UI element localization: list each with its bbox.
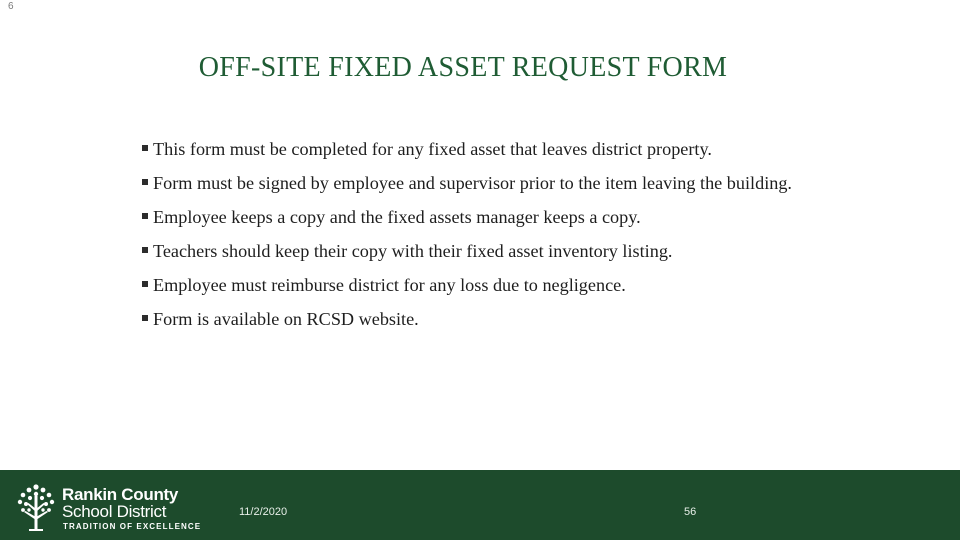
bullet-item: [142, 306, 810, 332]
bullet-text: This form must be completed for any fixed asset that leaves district property.: [153, 139, 712, 159]
bullet-marker-icon: [142, 247, 148, 253]
bullet-text: Teachers should keep their copy with their fixed asset inventory listing.: [153, 241, 673, 261]
bullet-text: Form is available on RCSD website.: [153, 309, 419, 329]
bullet-text: Employee must reimburse district for any loss due to negligence.: [153, 275, 626, 295]
logo-tagline: TRADITION OF EXCELLENCE: [63, 522, 202, 531]
logo-text-line1: Rankin County: [62, 485, 179, 504]
bullet-marker-icon: [142, 315, 148, 321]
footer-page-number: 56: [684, 506, 697, 518]
slide-title: OFF-SITE FIXED ASSET REQUEST FORM: [198, 52, 728, 83]
tree-logo-icon: [14, 482, 58, 532]
bullet-text: Form must be signed by employee and supervisor prior to the item leaving the building.: [153, 173, 792, 193]
bullet-item: [142, 272, 810, 298]
bullet-marker-icon: [142, 281, 148, 287]
bullet-item: [142, 238, 810, 264]
logo-text-line2: School District: [62, 502, 167, 521]
slide-number-corner: 6: [8, 1, 14, 12]
bullet-marker-icon: [142, 213, 148, 219]
footer-bar: [0, 470, 960, 540]
district-logo: [14, 482, 202, 532]
bullet-item: [142, 170, 810, 196]
bullet-marker-icon: [142, 179, 148, 185]
bullet-list: [142, 136, 810, 340]
bullet-marker-icon: [142, 145, 148, 151]
bullet-item: [142, 136, 810, 162]
bullet-item: [142, 204, 810, 230]
footer-date: 11/2/2020: [239, 506, 288, 518]
bullet-text: Employee keeps a copy and the fixed assets manager keeps a copy.: [153, 207, 641, 227]
